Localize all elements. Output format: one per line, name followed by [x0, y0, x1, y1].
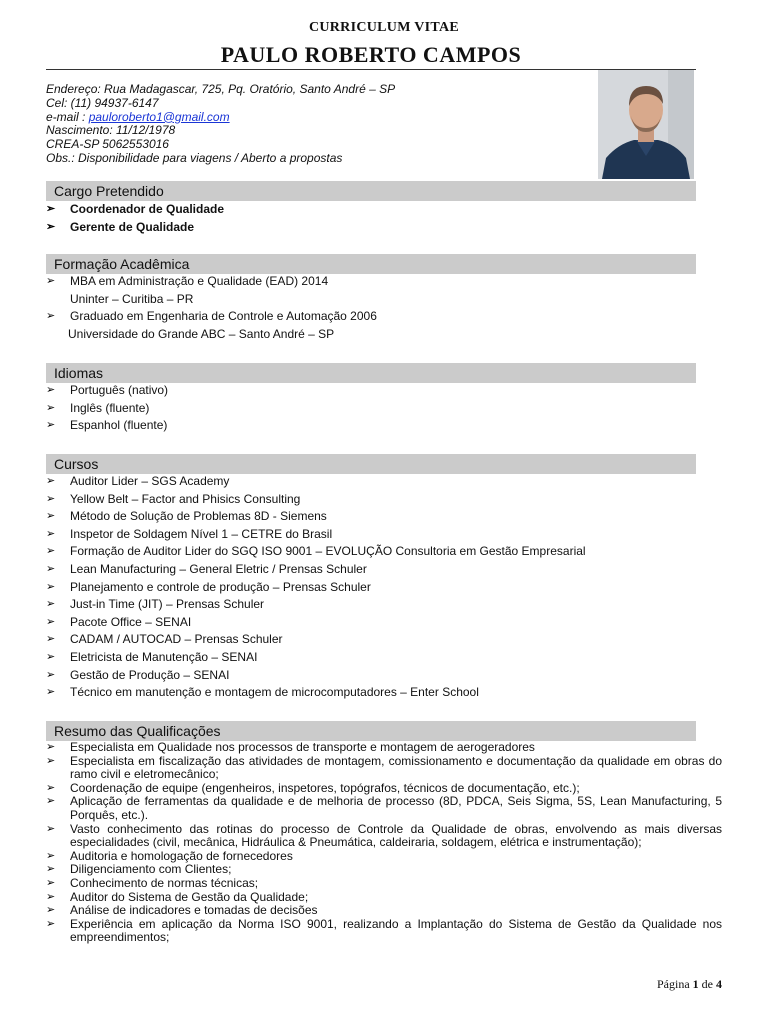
list-item: ➢ Conhecimento de normas técnicas; — [46, 875, 259, 890]
list-item: ➢ Eletricista de Manutenção – SENAI — [46, 649, 722, 667]
arrow-bullet-icon: ➢ — [46, 510, 56, 523]
list-item: ➢ Yellow Belt – Factor and Phisics Consulting — [46, 491, 722, 509]
list-item: ➢ Diligenciamento com Clientes; — [46, 862, 232, 877]
arrow-bullet-icon: ➢ — [46, 781, 56, 794]
list-item: ➢ Auditor do Sistema de Gestão da Qualidade; — [46, 889, 309, 904]
page-word: Página — [657, 977, 690, 991]
list-item: ➢ Português (nativo) — [46, 382, 722, 400]
arrow-bullet-icon: ➢ — [46, 650, 56, 663]
arrow-bullet-icon: ➢ — [46, 863, 56, 876]
list-item: ➢ Especialista em Qualidade nos processos de transporte e montagem de aerogeradores — [46, 740, 535, 754]
list-item-detail: Uninter – Curitiba – PR — [70, 291, 194, 306]
arrow-bullet-icon: ➢ — [46, 904, 56, 917]
list-item: ➢ MBA em Administração e Qualidade (EAD) 2014 — [46, 273, 722, 291]
list-item: ➢ Formação de Auditor Lider do SGQ ISO 9001 – EVOLUÇÃO Consultoria em Gestão Empresarial — [46, 543, 722, 561]
candidate-name: PAULO ROBERTO CAMPOS — [220, 42, 522, 67]
list-item: ➢ Auditoria e homologação de fornecedores — [46, 848, 293, 863]
arrow-bullet-icon: ➢ — [46, 615, 56, 628]
list-item: ➢ Especialista em fiscalização das atividades de montagem, comissionamento e documentação da qualidade em obras do ramo civil e eletromecânico; — [46, 753, 722, 782]
arrow-bullet-icon: ➢ — [46, 849, 56, 862]
address-line: Endereço: Rua Madagascar, 725, Pq. Oratório, Santo André – SP — [46, 82, 396, 96]
list-item: ➢ Coordenador de Qualidade — [46, 202, 225, 216]
list-item: ➢ Espanhol (fluente) — [46, 417, 722, 435]
arrow-bullet-icon: ➢ — [46, 890, 56, 903]
arrow-bullet-icon: ➢ — [46, 668, 56, 681]
list-item: ➢ Aplicação de ferramentas da qualidade e de melhoria de processo (8D, PDCA, Seis Sigma, 5S, Lean Manufacturing, 5 Porquês, etc.). — [46, 794, 722, 822]
of-word: de — [701, 977, 713, 991]
list-item: ➢ Técnico em manutenção e montagem de microcomputadores – Enter School — [46, 684, 722, 702]
arrow-bullet-icon: ➢ — [46, 598, 56, 611]
list-item: ➢ Análise de indicadores e tomadas de decisões — [46, 903, 318, 918]
arrow-bullet-icon: ➢ — [46, 492, 56, 505]
list-item: ➢ Coordenação de equipe (engenheiros, inspetores, topógrafos, técnicos de documentação, etc.); — [46, 780, 580, 795]
list-item: ➢ Método de Solução de Problemas 8D - Siemens — [46, 508, 722, 526]
list-item: ➢ Inspetor de Soldagem Nível 1 – CETRE do Brasil — [46, 526, 722, 544]
email-label: e-mail : — [46, 109, 89, 124]
arrow-bullet-icon: ➢ — [46, 633, 56, 646]
arrow-bullet-icon: ➢ — [46, 545, 56, 558]
list-item: ➢ Just-in Time (JIT) – Prensas Schuler — [46, 596, 722, 614]
notes-line: Obs.: Disponibilidade para viagens / Aberto a propostas — [46, 150, 343, 165]
resumo-list — [46, 741, 722, 945]
cargo-list — [46, 200, 722, 236]
list-item-detail: Universidade do Grande ABC – Santo André – SP — [68, 326, 335, 341]
arrow-bullet-icon: ➢ — [46, 419, 56, 432]
section-idiomas: Idiomas — [46, 363, 696, 383]
list-item: ➢ Auditor Lider – SGS Academy — [46, 473, 722, 491]
arrow-bullet-icon: ➢ — [46, 822, 56, 835]
section-resumo-qualificacoes: Resumo das Qualificações — [46, 721, 696, 741]
birth-line: Nascimento: 11/12/1978 — [46, 123, 176, 138]
total-pages: 4 — [716, 977, 722, 991]
section-cursos: Cursos — [46, 454, 696, 474]
cursos-list — [46, 473, 722, 702]
contact-block — [46, 83, 586, 166]
email-line — [46, 111, 586, 125]
arrow-bullet-icon: ➢ — [46, 275, 56, 287]
list-item: ➢ Planejamento e controle de produção – Prensas Schuler — [46, 579, 722, 597]
list-item: ➢ Lean Manufacturing – General Eletric / Prensas Schuler — [46, 561, 722, 579]
section-formacao-academica: Formação Acadêmica — [46, 254, 696, 274]
formacao-list — [46, 273, 722, 343]
list-item: ➢ Inglês (fluente) — [46, 400, 722, 418]
arrow-bullet-icon: ➢ — [46, 384, 56, 396]
arrow-bullet-icon: ➢ — [46, 917, 56, 930]
list-item: ➢ Gestão de Produção – SENAI — [46, 667, 722, 685]
arrow-bullet-icon: ➢ — [46, 310, 56, 323]
profile-photo — [598, 70, 694, 179]
email-link[interactable]: pauloroberto1@gmail.com — [88, 109, 230, 124]
arrow-bullet-icon: ➢ — [46, 562, 56, 575]
arrow-bullet-icon: ➢ — [46, 754, 56, 767]
list-item: ➢ Gerente de Qualidade — [46, 220, 195, 234]
idiomas-list — [46, 382, 722, 435]
list-item: ➢ Vasto conhecimento das rotinas do processo de Controle da Qualidade de obras, envolvendo as mais diversas especialidades (civil, mecânica, Hidráulica & Pneumática, caldeiraria, soldagem, elétrica e instrumentação); — [46, 821, 722, 850]
page-footer — [600, 977, 722, 992]
arrow-bullet-icon: ➢ — [46, 876, 56, 889]
arrow-bullet-icon: ➢ — [46, 203, 56, 215]
arrow-bullet-icon: ➢ — [46, 686, 56, 699]
list-item: ➢ CADAM / AUTOCAD – Prensas Schuler — [46, 631, 722, 649]
phone-line: Cel: (11) 94937-6147 — [46, 95, 159, 110]
list-item: ➢ Experiência em aplicação da Norma ISO 9001, realizando a Implantação do Sistema de Gestão da Qualidade nos empreendimentos; — [46, 916, 722, 945]
document-label: CURRICULUM VITAE — [308, 20, 460, 35]
list-item: ➢ Graduado em Engenharia de Controle e Automação 2006 — [46, 308, 722, 326]
arrow-bullet-icon: ➢ — [46, 475, 56, 487]
arrow-bullet-icon: ➢ — [46, 527, 56, 540]
crea-line: CREA-SP 5062553016 — [46, 137, 169, 152]
arrow-bullet-icon: ➢ — [46, 741, 56, 753]
arrow-bullet-icon: ➢ — [46, 221, 56, 233]
section-cargo-pretendido: Cargo Pretendido — [46, 181, 696, 201]
list-item: ➢ Pacote Office – SENAI — [46, 614, 722, 632]
page-number: 1 — [692, 977, 699, 991]
arrow-bullet-icon: ➢ — [46, 580, 56, 593]
arrow-bullet-icon: ➢ — [46, 795, 56, 808]
arrow-bullet-icon: ➢ — [46, 401, 56, 414]
profile-photo-image — [598, 70, 694, 179]
